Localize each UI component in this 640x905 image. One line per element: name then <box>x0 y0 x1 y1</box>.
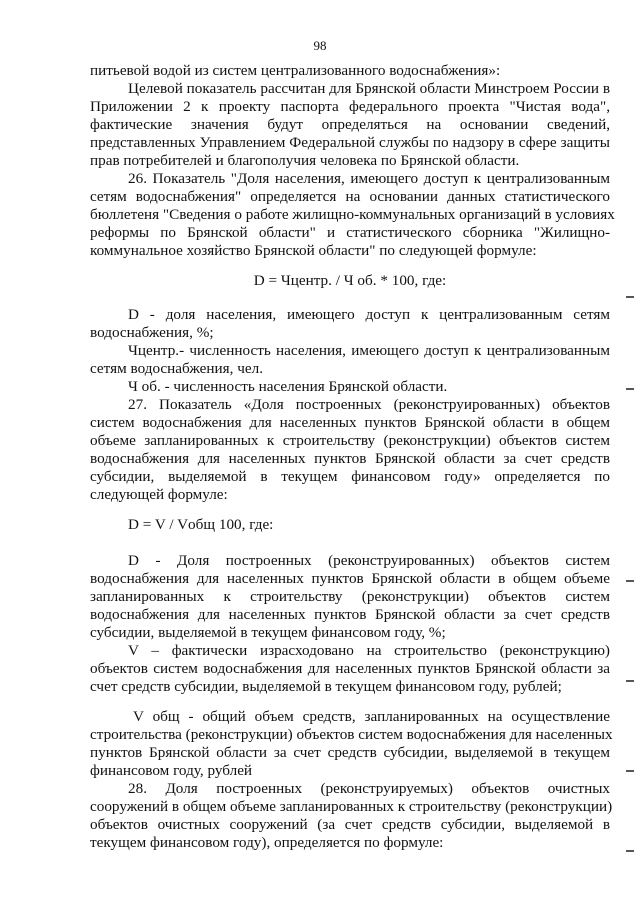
scan-mark <box>626 580 634 582</box>
text-line: сетям водоснабжения, чел. <box>90 360 264 377</box>
text-line: текущем финансовом году), определяется по формуле: <box>90 834 444 851</box>
text-line: запланированных к строительству (реконструкции) объектов систем <box>90 588 610 605</box>
scan-mark <box>626 680 634 682</box>
text-line: 26. Показатель "Доля населения, имеющего доступ к централизованным <box>128 170 610 187</box>
text-line: объеме запланированных к строительству (реконструкции) объектов систем <box>90 432 610 449</box>
page-number: 98 <box>313 38 327 53</box>
text-line: объектов систем водоснабжения для населенных пунктов Брянской области за <box>90 660 610 677</box>
text-line: субсидии, выделяемой в текущем финансовом году, %; <box>90 624 446 641</box>
text-line: V общ - общий объем средств, запланированных на осуществление <box>133 708 610 725</box>
text-line: следующей формуле: <box>90 486 228 503</box>
text-line: финансовом году, рублей <box>90 762 253 779</box>
scan-mark <box>626 850 634 852</box>
text-line: 28. Доля построенных (реконструируемых) объектов очистных <box>128 780 610 797</box>
text-line: Приложении 2 к проекту паспорта федерального проекта "Чистая вода", <box>90 98 610 115</box>
scan-mark <box>626 388 634 390</box>
text-line: фактические значения будут определяться на основании сведений, <box>90 116 610 133</box>
text-line: водоснабжения для населенных пунктов Брянской области за счет средств <box>90 606 610 623</box>
scan-mark <box>626 770 634 772</box>
formula: D = V / Vобщ 100, где: <box>128 516 274 533</box>
text-line: D - Доля построенных (реконструированных) объектов систем <box>128 552 610 569</box>
text-line: пунктов Брянской области за счет средств субсидии, выделяемой в текущем <box>90 744 610 761</box>
text-line: систем водоснабжения для населенных пунктов Брянской области в общем <box>90 414 610 431</box>
text-line: питьевой водой из систем централизованного водоснабжения»: <box>90 62 501 79</box>
text-line: Чцентр.- численность населения, имеющего доступ к централизованным <box>128 342 610 359</box>
text-line: объектов очистных сооружений (за счет средств субсидии, выделяемой в <box>90 816 610 833</box>
text-line: сооружений в общем объеме запланированных к строительству (реконструкции) <box>90 798 613 815</box>
text-line: коммунальное хозяйство Брянской области" по следующей формуле: <box>90 242 537 259</box>
text-line: V – фактически израсходовано на строительство (реконструкцию) <box>128 642 610 659</box>
text-line: сетям водоснабжения" определяется на основании данных статистического <box>90 188 610 205</box>
text-line: счет средств субсидии, выделяемой в текущем финансовом году, рублей; <box>90 678 562 695</box>
text-line: водоснабжения для населенных пунктов Брянской области в общем объеме <box>90 570 610 587</box>
text-line: водоснабжения, %; <box>90 324 214 341</box>
text-line: представленных Управлением Федеральной службы по надзору в сфере защиты <box>90 134 610 151</box>
text-line: 27. Показатель «Доля построенных (реконструированных) объектов <box>128 396 610 413</box>
text-line: реформы по Брянской области" и статистического сборника "Жилищно- <box>90 224 610 241</box>
text-line: прав потребителей и благополучия человека по Брянской области. <box>90 152 520 169</box>
text-line: водоснабжения для населенных пунктов Брянской области за счет средств <box>90 450 610 467</box>
text-line: бюллетеня "Сведения о работе жилищно-коммунальных организаций в условиях <box>90 206 615 223</box>
formula: D = Чцентр. / Ч об. * 100, где: <box>253 272 447 289</box>
text-line: строительства (реконструкции) объектов систем водоснабжения для населенных <box>90 726 613 743</box>
text-line: Целевой показатель рассчитан для Брянской области Минстроем России в <box>128 80 610 97</box>
text-line: Ч об. - численность населения Брянской области. <box>128 378 448 395</box>
text-line: субсидии, выделяемой в текущем финансовом году» определяется по <box>90 468 610 485</box>
scan-mark <box>626 296 634 298</box>
text-line: D - доля населения, имеющего доступ к централизованным сетям <box>128 306 610 323</box>
